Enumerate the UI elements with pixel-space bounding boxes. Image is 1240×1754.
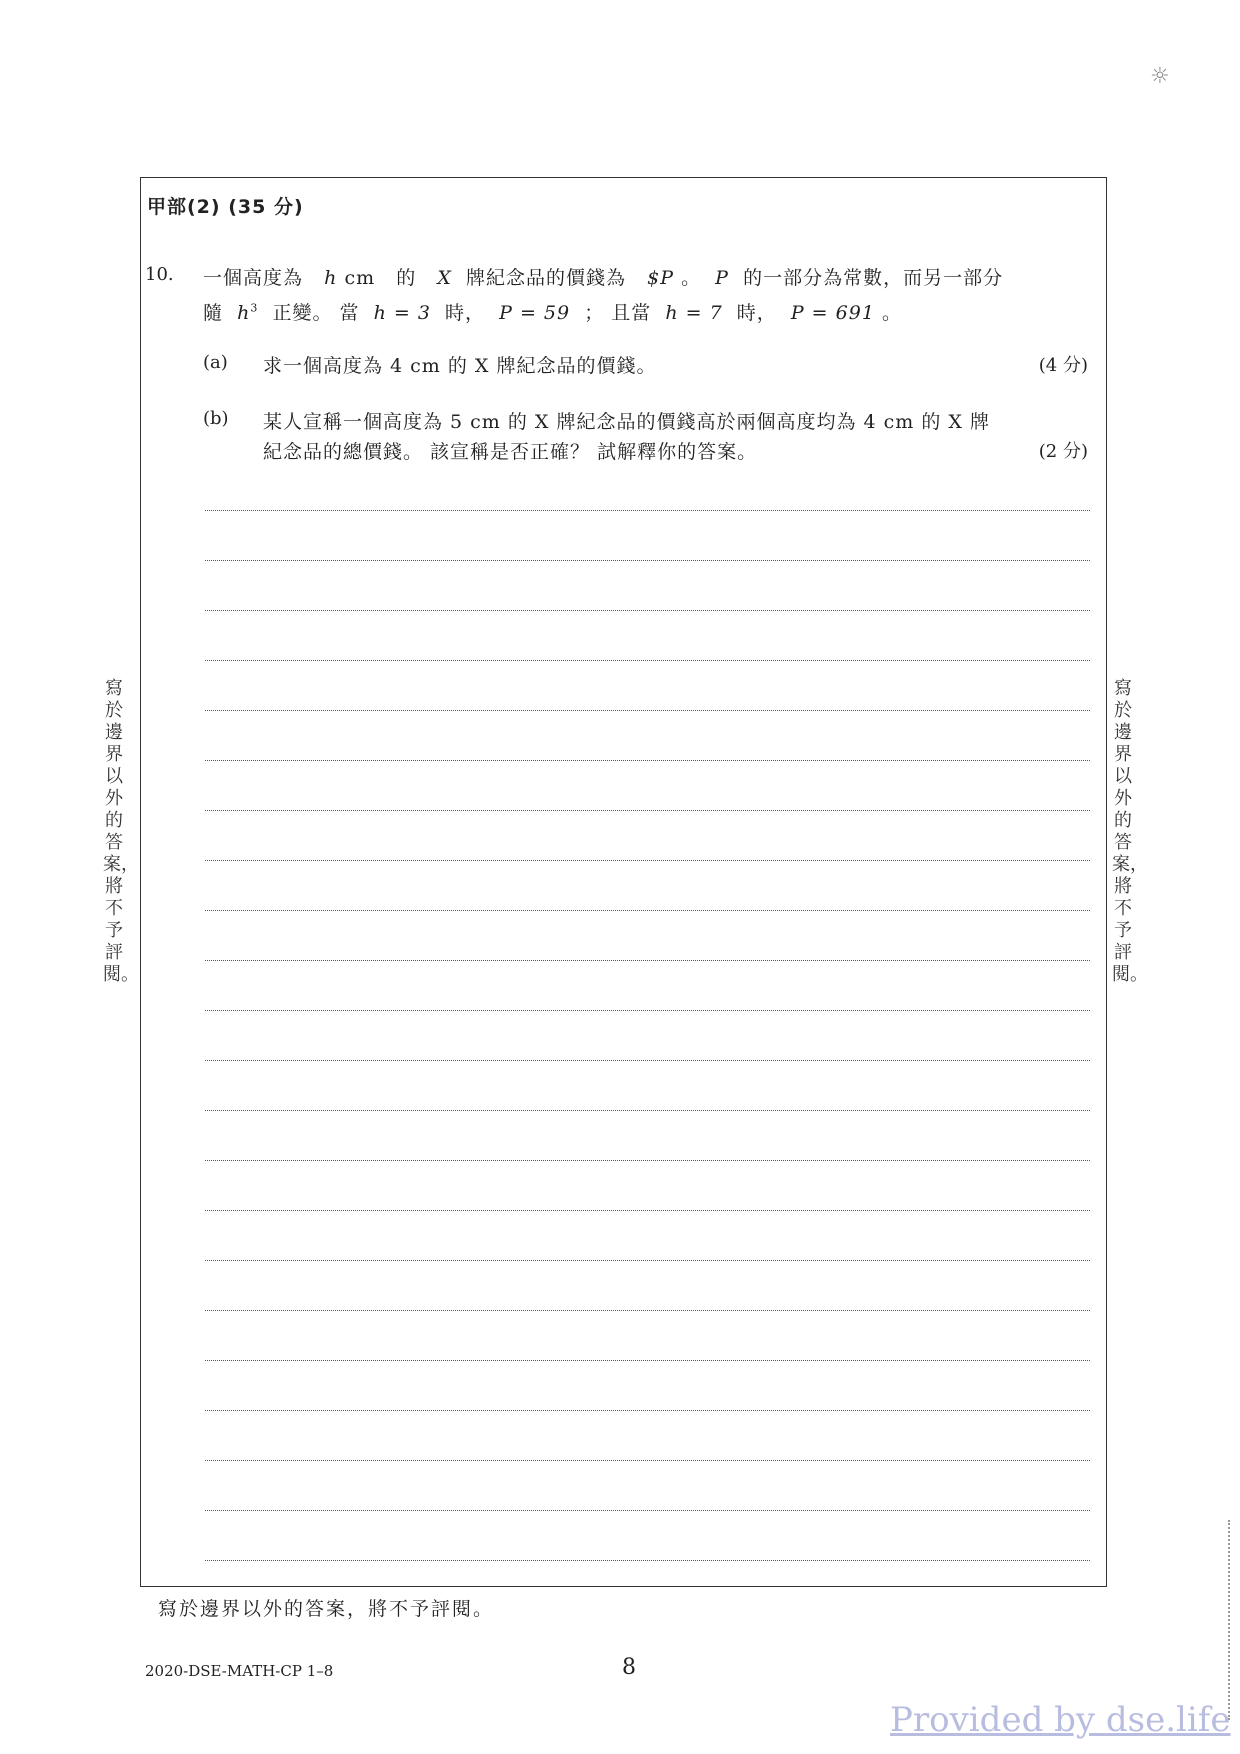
answer-line[interactable] [205, 860, 1090, 861]
answer-line[interactable] [205, 510, 1090, 511]
answer-line[interactable] [205, 660, 1090, 661]
price-variable: $P [647, 267, 675, 289]
variable-p: P [715, 267, 729, 289]
question-text: 一個高度為 [203, 267, 304, 289]
question-line-2 [203, 298, 902, 325]
section-title: 甲部(2) (35 分) [147, 196, 304, 218]
scan-corner-mark: ☼ [1150, 64, 1170, 89]
part-a-text: 求一個高度為 4 cm 的 X 牌紀念品的價錢。 [263, 355, 657, 377]
page-number: 8 [622, 1655, 636, 1680]
question-text: 時， [445, 302, 486, 324]
answer-line[interactable] [205, 1410, 1090, 1411]
question-text: 隨 [203, 302, 224, 324]
punctuation: 。 [681, 267, 702, 289]
answer-line[interactable] [205, 710, 1090, 711]
answer-line[interactable] [205, 1260, 1090, 1261]
part-b-label: (b) [203, 408, 229, 429]
footer-code: 2020-DSE-MATH-CP 1–8 [145, 1662, 334, 1680]
question-text: 的一部分為常數，而另一部分 [743, 267, 1004, 289]
punctuation: 。 [881, 302, 902, 324]
answer-line[interactable] [205, 1060, 1090, 1061]
variable-h: h [237, 302, 251, 324]
exponent: 3 [250, 301, 259, 315]
answer-line[interactable] [205, 1160, 1090, 1161]
answer-line[interactable] [205, 1460, 1090, 1461]
answer-line[interactable] [205, 1360, 1090, 1361]
question-text: 的 [396, 267, 417, 289]
condition-1: h = 3 [373, 302, 431, 324]
answer-line[interactable] [205, 1560, 1090, 1561]
answer-line[interactable] [205, 910, 1090, 911]
answer-line[interactable] [205, 1010, 1090, 1011]
answer-line[interactable] [205, 1310, 1090, 1311]
answer-line[interactable] [205, 560, 1090, 561]
value-1: P = 59 [499, 302, 571, 324]
part-a-marks: (4 分) [1038, 355, 1088, 376]
question-text: 牌紀念品的價錢為 [466, 267, 627, 289]
answer-line[interactable] [205, 760, 1090, 761]
question-line-1 [203, 263, 1003, 290]
answer-line[interactable] [205, 610, 1090, 611]
variable-x: X [437, 267, 452, 289]
part-b-marks: (2 分) [1038, 441, 1088, 462]
answer-line[interactable] [205, 810, 1090, 811]
answer-lines-area[interactable] [205, 500, 1090, 1570]
unit-cm: cm [344, 267, 376, 289]
part-b-text-line-2: 紀念品的總價錢。 該宣稱是否正確？ 試解釋你的答案。 [263, 441, 758, 463]
question-number: 10. [145, 264, 174, 285]
answer-line[interactable] [205, 960, 1090, 961]
watermark-link[interactable]: Provided by dse.life [890, 1700, 1231, 1740]
condition-2: h = 7 [665, 302, 723, 324]
part-a-label: (a) [203, 352, 228, 373]
bottom-note: 寫於邊界以外的答案，將不予評閱。 [158, 1598, 495, 1620]
value-2: P = 691 [790, 302, 875, 324]
answer-line[interactable] [205, 1110, 1090, 1111]
answer-line[interactable] [205, 1210, 1090, 1211]
question-text: ； 且當 [584, 302, 652, 324]
scan-edge-marks [1228, 1520, 1232, 1720]
part-b-text-line-1: 某人宣稱一個高度為 5 cm 的 X 牌紀念品的價錢高於兩個高度均為 4 cm 的 X 牌 [263, 411, 990, 433]
side-note-left: 寫於邊界以外的答案，將不予評閱。 [103, 678, 139, 985]
side-note-right: 寫於邊界以外的答案，將不予評閱。 [1112, 678, 1148, 985]
question-text: 時， [736, 302, 777, 324]
answer-line[interactable] [205, 1510, 1090, 1511]
question-text: 正變。 當 [272, 302, 360, 324]
variable-h: h [324, 267, 338, 289]
